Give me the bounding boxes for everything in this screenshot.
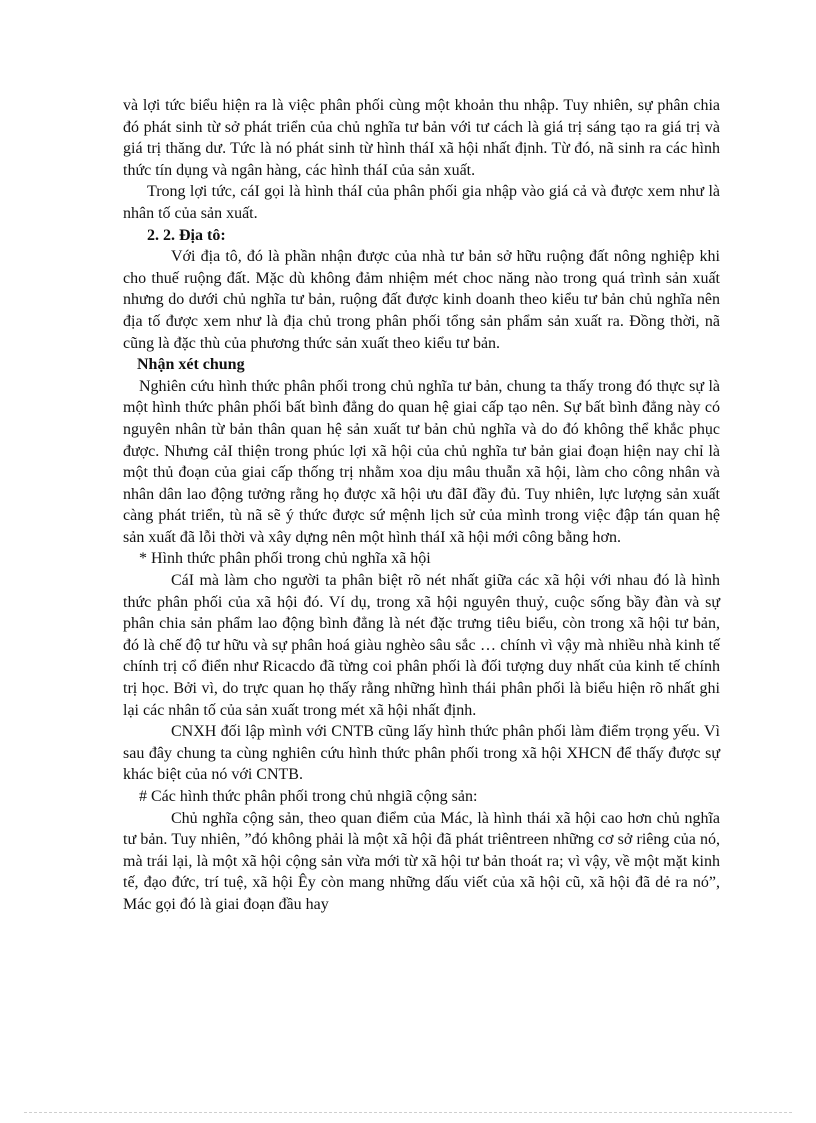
section-heading: 2. 2. Địa tô: <box>147 226 226 244</box>
section-heading: Nhận xét chung <box>137 356 245 374</box>
paragraph: CNXH đối lập mình với CNTB cũng lấy hình thức phân phối làm điểm trọng yếu. Vì sau đây chung ta cùng nghiên cứu hình thức phân phối trong xã hội XHCN để thấy được sự khác biệt của nó với CNTB. <box>123 723 720 784</box>
paragraph: và lợi tức biểu hiện ra là việc phân phối cùng một khoản thu nhập. Tuy nhiên, sự phân chia đó phát sinh từ sở phát triển của chủ nghĩa tư bản với tư cách là giá trị sáng tạo ra giá trị và giá trị thăng dư. Tức là nó phát sinh từ hình tháI xã hội nhất định. Từ đó, nã sinh ra các hình thức tín dụng và ngân hàng, các hình tháI của sản xuất. <box>123 97 720 179</box>
document-body <box>123 95 720 916</box>
section-heading: # Các hình thức phân phối trong chủ nhgiã cộng sản: <box>139 788 478 805</box>
paragraph: Nghiên cứu hình thức phân phối trong chủ nghĩa tư bản, chung ta thấy trong đó thực sự là một hình thức phân phối bất bình đẳng do quan hệ giai cấp tạo nên. Sự bất bình đẳng này có nguyên nhân từ bản thân quan hệ sản xuất tư bản chủ nghĩa và do đó không thể khắc phục được. Nhưng cảI thiện trong phúc lợi xã hội của chủ nghĩa tư bản giai đoạn hiện nay chỉ là một thủ đoạn của giai cấp thống trị nhằm xoa dịu mâu thuẫn xã hội, làm cho công nhân và nhân dân lao động tưởng rằng họ được xã hội ưu đãI đầy đủ. Tuy nhiên, lực lượng sản xuất càng phát triển, tù nã sẽ ý thức được sứ mệnh lịch sử của mình trong việc đập tán quan hệ sản xuất đã lỗi thời và xây dựng nên một hình tháI xã hội mới công bằng hơn. <box>123 377 720 546</box>
page-bottom-divider <box>24 1112 792 1113</box>
section-heading: * Hình thức phân phối trong chủ nghĩa xã hội <box>139 550 431 568</box>
paragraph: Với địa tô, đó là phần nhận được của nhà tư bản sở hữu ruộng đất nông nghiệp khi cho thuế ruộng đất. Mặc dù không đảm nhiệm mét choc năng nào trong quá trình sản xuất nhưng do dưới chủ nghĩa tư bản, ruộng đất được kinh doanh theo kiểu tư bản chủ nghĩa nên địa tố được xem như là địa chủ trong phân phối tổng sản phẩm sản xuất ra. Đồng thời, nã cũng là đặc thù của phương thức sản xuất theo kiểu tư bản. <box>123 248 720 352</box>
paragraph: Trong lợi tức, cáI gọi là hình tháI của phân phối gia nhập vào giá cả và được xem như là nhân tố của sản xuất. <box>123 183 720 222</box>
paragraph: CáI mà làm cho người ta phân biệt rõ nét nhất giữa các xã hội với nhau đó là hình thức phân phối của xã hội đó. Ví dụ, trong xã hội nguyên thuỷ, cuộc sống bầy đàn và sự phân chia sản phẩm lao động bình đẳng là nét đặc trưng tiêu biểu, còn trong xã hội tư bản, đó là chế độ tư hữu và sự phân hoá giàu nghèo sâu sắc … chính vì vậy mà nhiều nhà kinh tế chính trị cổ điển như Ricacdo đã từng coi phân phối là đối tượng duy nhất của kinh tế chính trị học. Bởi vì, do trực quan họ thấy rằng những hình thái phân phối là biểu hiện rõ nhất ghi lại các nhân tố của sản xuất trong mét xã hội nhất định. <box>123 572 720 719</box>
paragraph: Chủ nghĩa cộng sản, theo quan điểm của Mác, là hình thái xã hội cao hơn chủ nghĩa tư bản. Tuy nhiên, ”đó không phải là một xã hội đã phát triêntreen những cơ sở riêng của nó, mà trái lại, là một xã hội cộng sản vừa mới từ xã hội tư bản thoát ra; vì vậy, về một mặt kinh tế, đạo đức, trí tuệ, xã hội Êy còn mang những dấu viết của xã hội cũ, xã hội đã dẻ ra nó”, Mác gọi đó là giai đoạn đầu hay <box>123 809 720 913</box>
